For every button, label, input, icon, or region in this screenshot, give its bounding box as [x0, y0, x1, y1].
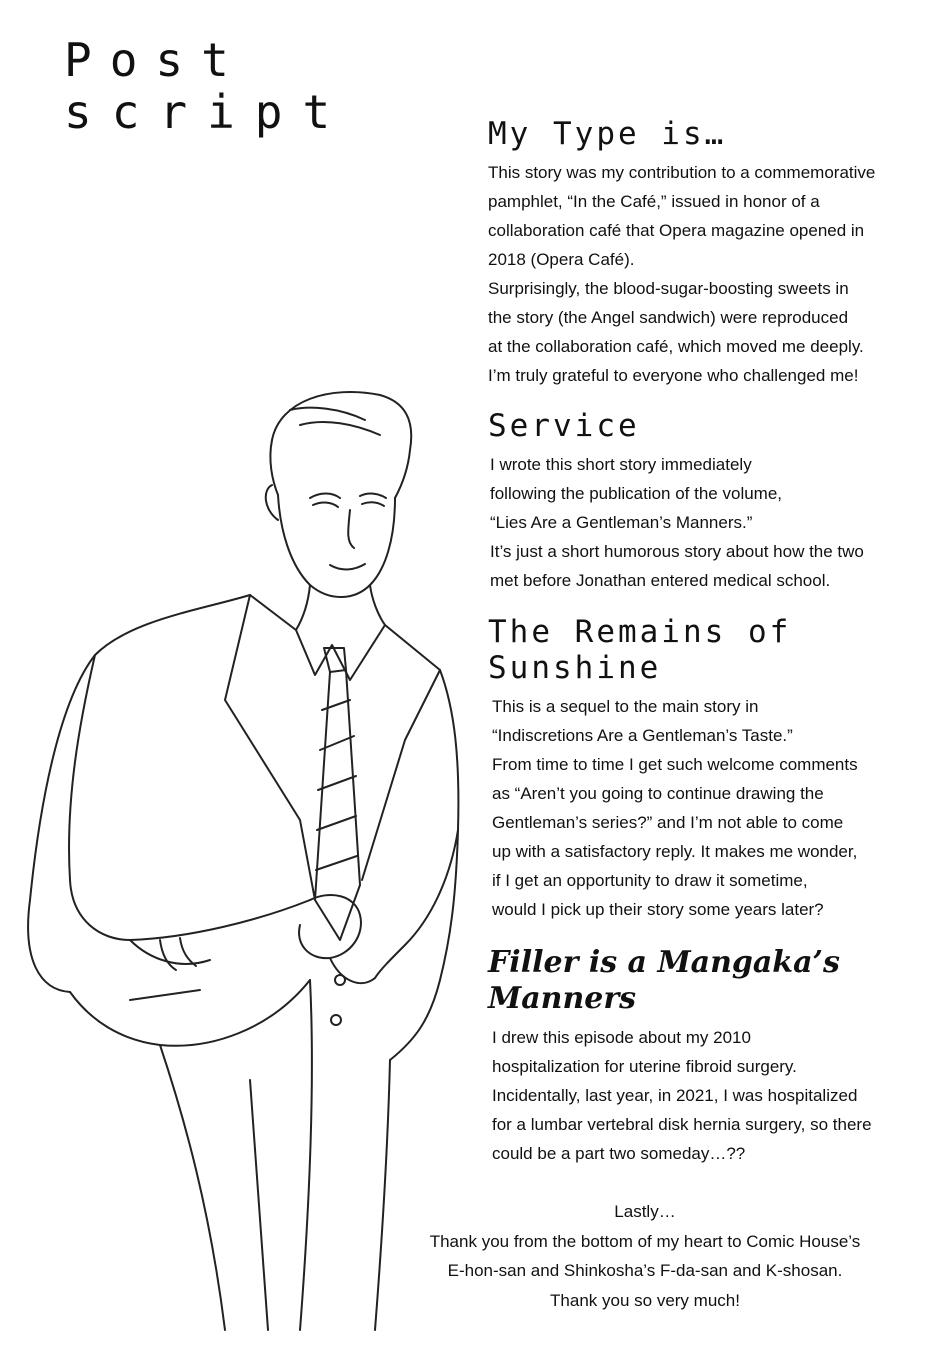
section-heading: My Type is… — [488, 116, 727, 152]
closing-message: Lastly… Thank you from the bottom of my heart to Comic House’s E-hon-san and Shinkosha’s F-da-san and K-shosan. Thank you so very much! — [429, 1202, 861, 1310]
title-line-2: script — [64, 85, 351, 139]
section-body: This story was my contribution to a commemorative pamphlet, “In the Café,” issued in honor of a collaboration café that Opera magazine opened in 2018 (Opera Café). Surprisingly, the blood-sugar-boosting sweets in the story (the Angel sandwich) were reproduced at the collaboration café, which moved me deeply. I’m truly grateful to everyone who challenged me! — [488, 163, 876, 385]
section-body: I wrote this short story immediately following the publication of the volume, “Lies Are a Gentleman’s Manners.” It’s just a short humorous story about how the two met before Jonathan entered medical school. — [490, 455, 864, 590]
section-service — [488, 408, 908, 595]
section-heading: Filler is a Mangaka’s Manners — [488, 945, 840, 1016]
page-title — [64, 34, 350, 138]
section-body: This is a sequel to the main story in “Indiscretions Are a Gentleman’s Taste.” From time to time I get such welcome comments as “Aren’t you going to continue drawing the Gentleman’s series?” and I’m not able to come up with a satisfactory reply. It makes me wonder, if I get an opportunity to draw it sometime, would I pick up their story some years later? — [492, 697, 858, 919]
title-line-1: Post — [64, 33, 247, 87]
gentleman-illustration — [10, 380, 480, 1340]
section-heading: The Remains of Sunshine — [488, 614, 792, 686]
section-filler — [488, 945, 908, 1168]
section-heading: Service — [488, 408, 640, 444]
section-remains-of-sunshine — [488, 614, 908, 924]
section-my-type — [488, 116, 908, 390]
section-body: I drew this episode about my 2010 hospitalization for uterine fibroid surgery. Incidentally, last year, in 2021, I was hospitalized for a lumbar vertebral disk hernia surgery, so there could be a part two someday…?? — [492, 1028, 872, 1163]
